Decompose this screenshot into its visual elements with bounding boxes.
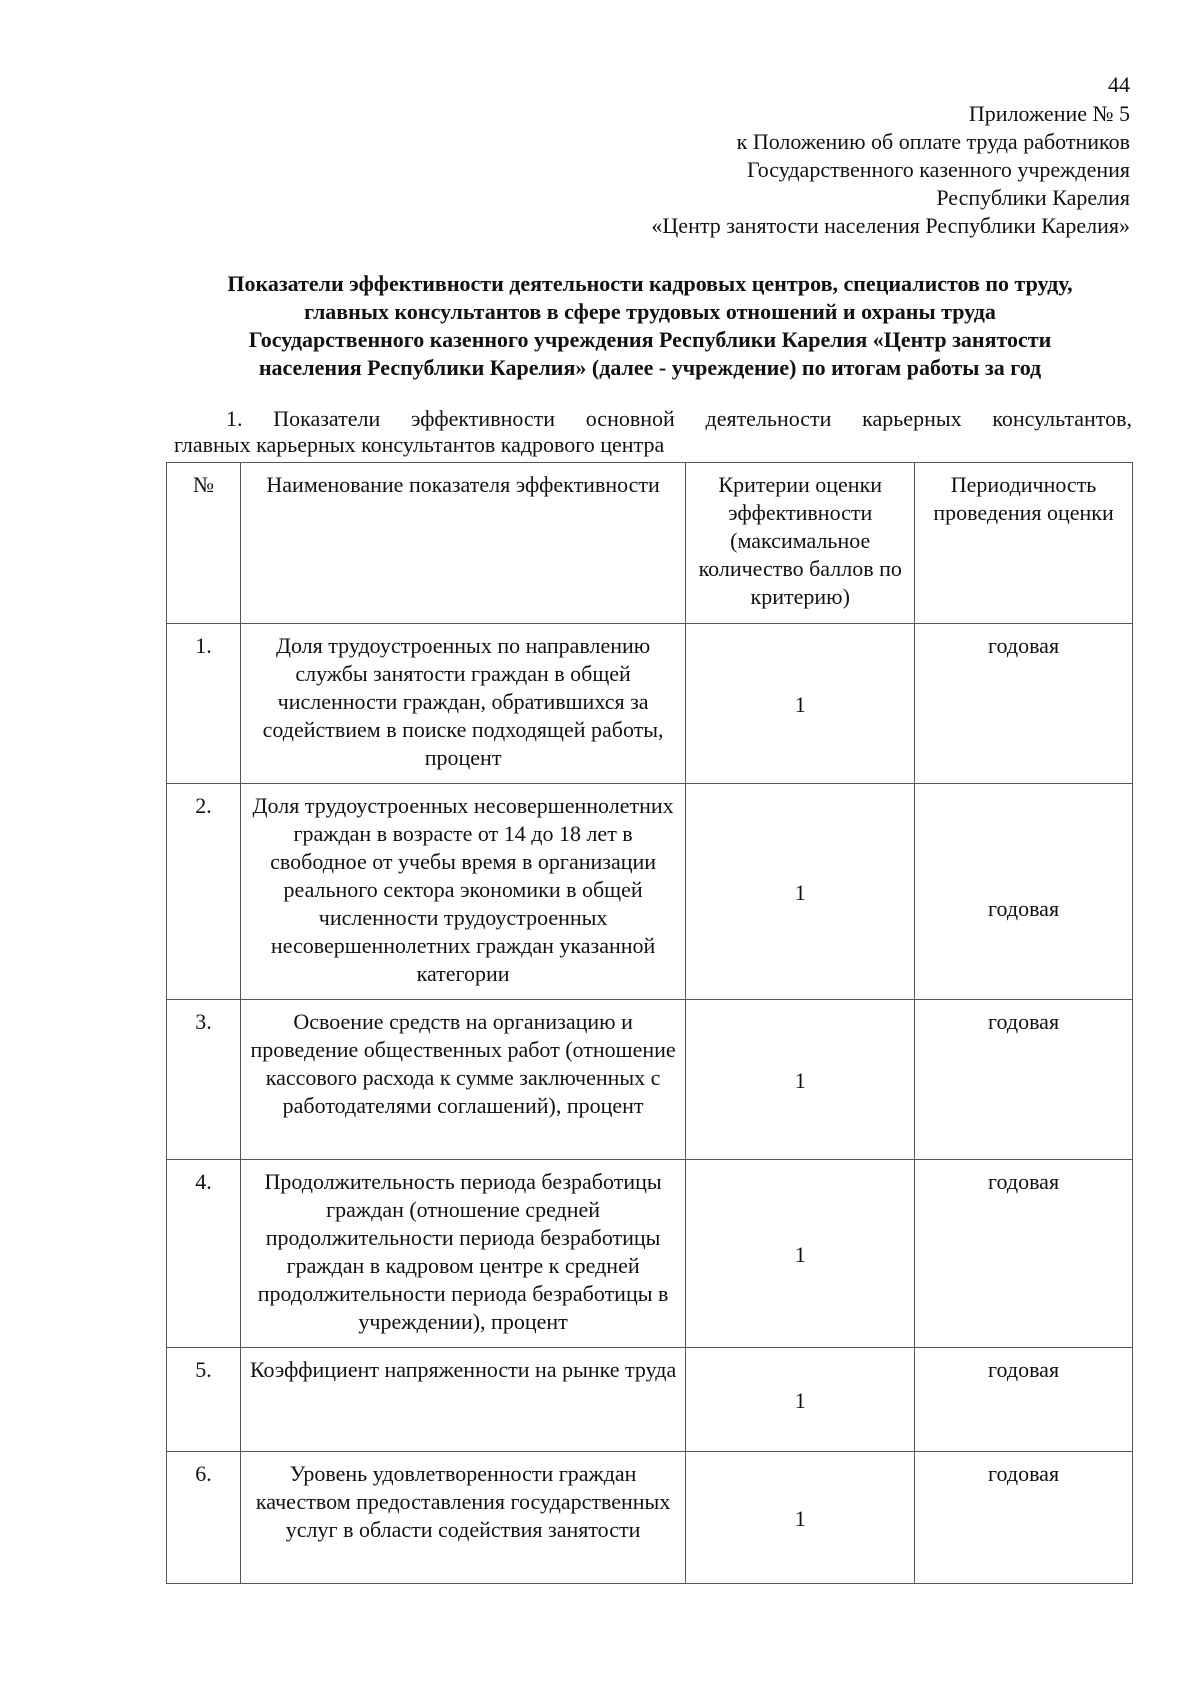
row-number: 1. <box>167 624 241 784</box>
row-score: 1 <box>686 1348 915 1452</box>
row-score: 1 <box>686 1160 915 1348</box>
row-score: 1 <box>686 784 915 1000</box>
section-heading-line: 1. Показатели эффективности основной деятельности карьерных консультантов, <box>226 406 1132 431</box>
row-number: 4. <box>167 1160 241 1348</box>
row-periodicity-value: годовая <box>988 895 1060 921</box>
header-indicator-name: Наименование показателя эффективности <box>240 463 685 624</box>
row-number: 6. <box>167 1452 241 1584</box>
table-row <box>167 1348 1133 1452</box>
row-indicator-name: Уровень удовлетворенности граждан качеством предоставления государственных услуг в области содействия занятости <box>240 1452 685 1584</box>
row-indicator-name: Продолжительность периода безработицы граждан (отношение средней продолжительности периода безработицы граждан в кадровом центре к средней продолжительности периода безработицы в учреждении), процент <box>240 1160 685 1348</box>
table-row <box>167 624 1133 784</box>
row-score: 1 <box>686 1000 915 1160</box>
header-periodicity: Периодичность проведения оценки <box>915 463 1133 624</box>
row-indicator-name: Доля трудоустроенных по направлению службы занятости граждан в общей численности граждан, обратившихся за содействием в поиске подходящей работы, процент <box>240 624 685 784</box>
title-line: Государственного казенного учреждения Республики Карелия «Центр занятости <box>248 327 1052 352</box>
row-indicator-name: Освоение средств на организацию и проведение общественных работ (отношение кассового расхода к сумме заключенных с работодателями соглашений), процент <box>240 1000 685 1160</box>
row-periodicity: годовая <box>915 624 1133 784</box>
header-number: № <box>167 463 241 624</box>
section-heading-line: главных карьерных консультантов кадрового центра <box>174 432 665 457</box>
title-line: главных консультантов в сфере трудовых отношений и охраны труда <box>304 299 996 324</box>
title-line: населения Республики Карелия» (далее - учреждение) по итогам работы за год <box>258 355 1042 380</box>
row-periodicity: годовая <box>915 1348 1133 1452</box>
title-line: Показатели эффективности деятельности кадровых центров, специалистов по труду, <box>227 271 1073 296</box>
section-heading <box>174 406 1132 458</box>
row-periodicity: годовая <box>915 1160 1133 1348</box>
row-number: 3. <box>167 1000 241 1160</box>
row-number: 5. <box>167 1348 241 1452</box>
row-number: 2. <box>167 784 241 1000</box>
appendix-block <box>651 100 1130 240</box>
table-row <box>167 784 1133 1000</box>
appendix-line: Республики Карелия <box>936 185 1130 210</box>
table-row <box>167 1452 1133 1584</box>
table-row <box>167 1000 1133 1160</box>
row-indicator-name: Доля трудоустроенных несовершеннолетних граждан в возрасте от 14 до 18 лет в свободное от учебы время в организации реального сектора экономики в общей численности трудоустроенных несовершеннолетних граждан указанной категории <box>240 784 685 1000</box>
row-score: 1 <box>686 1452 915 1584</box>
appendix-line: к Положению об оплате труда работников <box>736 129 1130 154</box>
row-indicator-name: Коэффициент напряженности на рынке труда <box>240 1348 685 1452</box>
row-periodicity <box>915 784 1133 1000</box>
indicators-table <box>166 462 1133 1584</box>
row-periodicity: годовая <box>915 1452 1133 1584</box>
row-score: 1 <box>686 624 915 784</box>
appendix-line: «Центр занятости населения Республики Карелия» <box>651 213 1130 238</box>
appendix-line: Государственного казенного учреждения <box>746 157 1130 182</box>
table-header-row <box>167 463 1133 624</box>
table-row <box>167 1160 1133 1348</box>
header-criteria: Критерии оценки эффективности (максимальное количество баллов по критерию) <box>686 463 915 624</box>
page-number: 44 <box>1108 72 1130 97</box>
row-periodicity: годовая <box>915 1000 1133 1160</box>
appendix-line: Приложение № 5 <box>968 101 1130 126</box>
document-title <box>170 270 1130 382</box>
